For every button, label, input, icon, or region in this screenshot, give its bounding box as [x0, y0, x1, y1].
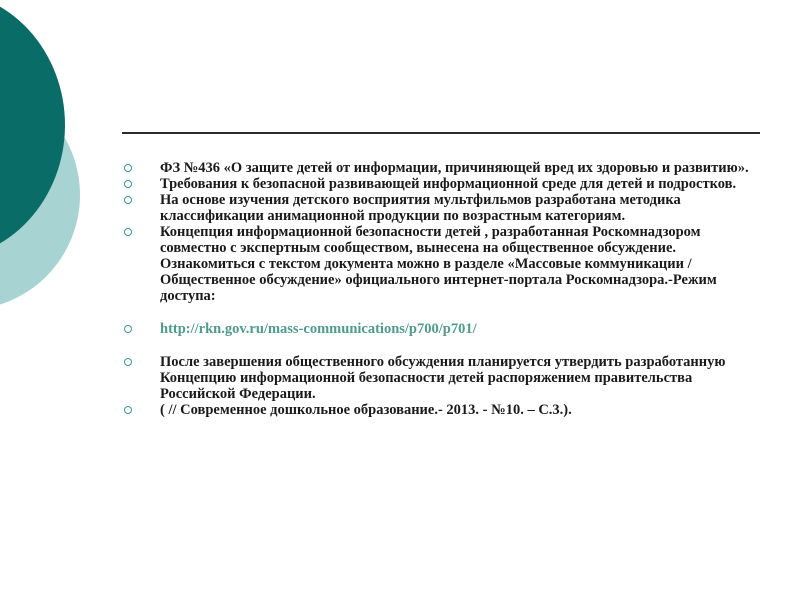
- bullet-text: На основе изучения детского восприятия мультфильмов разработана методика классификации анимационной продукции по возрастным категориям.: [160, 192, 681, 224]
- bullet-rkn-link[interactable]: [120, 321, 760, 337]
- bullet-circle-icon: [124, 358, 132, 366]
- bullet-safety-requirements: [120, 176, 760, 192]
- bullet-text: Концепция информационной безопасности детей , разработанная Роскомнадзором совместно с экспертным сообществом, вынесена на общественное обсуждение. Ознакомиться с текстом документа можно в разделе «Массовые коммуникации / Общественное обсуждение» официального интернет-портала Роскомнадзора.-Режим доступа:: [160, 224, 717, 304]
- bullet-text: После завершения общественного обсуждения планируется утвердить разработанную Концепцию информационной безопасности детей распоряжением правительства Российской Федерации.: [160, 354, 726, 402]
- bullet-text: ФЗ №436 «О защите детей от информации, причиняющей вред их здоровью и развитию».: [160, 160, 749, 176]
- bullet-law-436: [120, 160, 760, 176]
- bullet-approval-plan: [120, 354, 760, 402]
- bullet-circle-icon: [124, 180, 132, 188]
- bullet-text: Требования к безопасной развивающей информационной среде для детей и подростков.: [160, 176, 737, 192]
- bullet-circle-icon: [124, 325, 132, 333]
- slide-content: [120, 160, 760, 418]
- bullet-circle-icon: [124, 164, 132, 172]
- bullet-citation: [120, 402, 760, 418]
- bullet-circle-icon: [124, 406, 132, 414]
- bullet-text: ( // Современное дошкольное образование.- 2013. - №10. – С.3.).: [160, 402, 572, 418]
- rkn-url-link[interactable]: http://rkn.gov.ru/mass-communications/p700/p701/: [160, 321, 477, 337]
- title-divider: [122, 132, 760, 134]
- bullet-security-concept: [120, 224, 760, 304]
- bullet-classification-method: [120, 192, 760, 224]
- bullet-circle-icon: [124, 228, 132, 236]
- bullet-circle-icon: [124, 196, 132, 204]
